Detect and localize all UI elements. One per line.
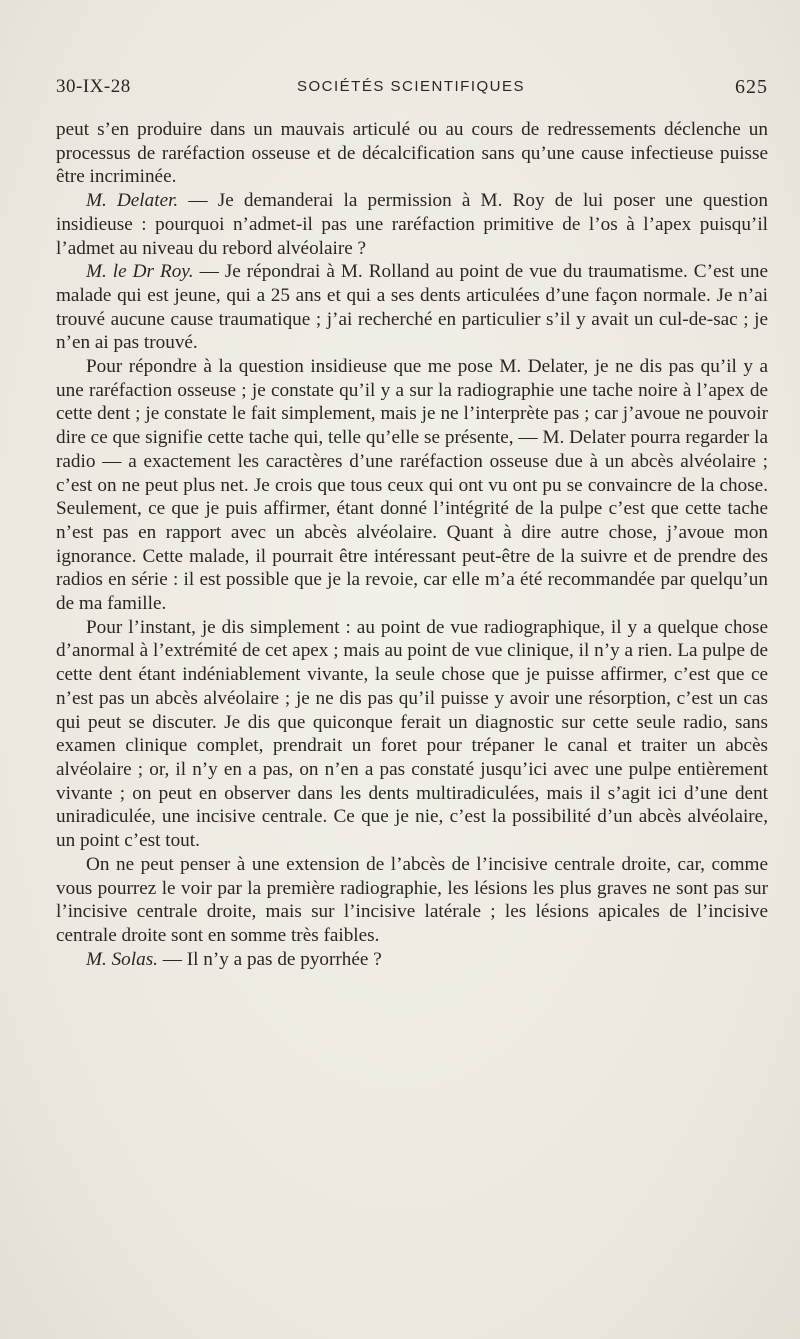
- speaker-name: M. Solas.: [86, 948, 158, 970]
- body-text: [56, 118, 768, 971]
- page-number: 625: [735, 76, 768, 98]
- paragraph-text: peut s’en produire dans un mauvais articulé ou au cours de redressements déclenche un processus de raréfaction osseuse et de décalcification sans qu’une cause infectieuse puisse être incriminée.: [56, 119, 768, 188]
- paragraph-text: — Je répondrai à M. Rolland au point de vue du traumatisme. C’est une malade qui est jeune, qui a 25 ans et qui a ses dents articulées d’une façon normale. Je n’ai trouvé aucune cause traumatique ; j’ai recherché en particulier s’il y avait un cul-de-sac ; je n’en ai pas trouvé.: [56, 261, 769, 354]
- running-title: SOCIÉTÉS SCIENTIFIQUES: [296, 78, 526, 95]
- speaker-name: M. le Dr Roy.: [86, 261, 194, 283]
- paragraph-roy-answer: [56, 260, 768, 355]
- paragraph-extension: [56, 853, 768, 948]
- paragraph-text: Pour répondre à la question insidieuse que me pose M. Delater, je ne dis pas qu’il y a une raréfaction osseuse ; je constate qu’il y a sur la radiographie une tache noire à l’apex de cette dent ; je constate le fait simplement, mais je ne l’interprète pas ; car j’avoue ne pouvoir dire ce que signifie cette tache qui, telle qu’elle se présente, — M. Delater pourra regarder la radio — a exactement les caractères d’une raréfaction osseuse due à un abcès alvéolaire ; c’est on ne peut plus net. Je crois que tous ceux qui ont vu ont pu se convaincre de la chose. Seulement, ce que je puis affirmer, étant donné l’intégrité de la pulpe c’est que cette tache n’est pas en rapport avec un abcès alvéolaire. Quant à dire autre chose, j’avoue mon ignorance. Cette malade, il pourrait être intéressant peut-être de la suivre et de prendre des radios en série : il est possible que je la revoie, car elle m’a été recommandée par quelqu’un de ma famille.: [56, 356, 768, 615]
- paragraph-text: Pour l’instant, je dis simplement : au point de vue radiographique, il y a quelque chose d’anormal à l’extrémité de cet apex ; mais au point de vue clinique, il n’y a rien. La pulpe de cette dent étant indéniablement vivante, la seule chose que je puisse affirmer, c’est que ce n’est pas un abcès alvéolaire ; je ne dis pas qu’il puisse y avoir une résorption, c’est un cas qui peut se discuter. Je dis que quiconque ferait un diagnostic sur cette seule radio, sans examen clinique complet, prendrait un foret pour trépaner le canal et traiter un abcès alvéolaire ; or, il n’y en a pas, on n’en a pas constaté jusqu’ici avec une pulpe entièrement vivante ; on peut en observer dans les dents multiradiculées, mais il s’agit ici d’une dent uniradiculée, une incisive centrale. Ce que je nie, c’est la possibilité d’un abcès alvéolaire, un point c’est tout.: [56, 616, 768, 852]
- paragraph-text: — Il n’y a pas de pyorrhée ?: [157, 948, 382, 970]
- paragraph-clinical: [56, 616, 768, 853]
- paragraph-text: — Je demanderai la permission à M. Roy de lui poser une question insidieuse : pourquoi n’admet-il pas une raréfaction primitive de l’os à l’apex puisqu’il l’admet au niveau du rebord alvéolaire ?: [56, 190, 768, 259]
- paragraph-delater-question: [56, 189, 768, 260]
- speaker-name: M. Delater.: [86, 190, 179, 212]
- paragraph-solas-question: [56, 948, 768, 972]
- running-header: [56, 76, 768, 104]
- header-date: 30-IX-28: [56, 76, 131, 97]
- paragraph-radiography: [56, 355, 768, 616]
- paragraph-text: On ne peut penser à une extension de l’abcès de l’incisive centrale droite, car, comme vous pourrez le voir par la première radiographie, les lésions les plus graves ne sont pas sur l’incisive centrale droite, mais sur l’incisive latérale ; les lésions apicales de l’incisive centrale droite sont en somme très faibles.: [56, 853, 768, 946]
- paragraph-continuation: [56, 118, 768, 189]
